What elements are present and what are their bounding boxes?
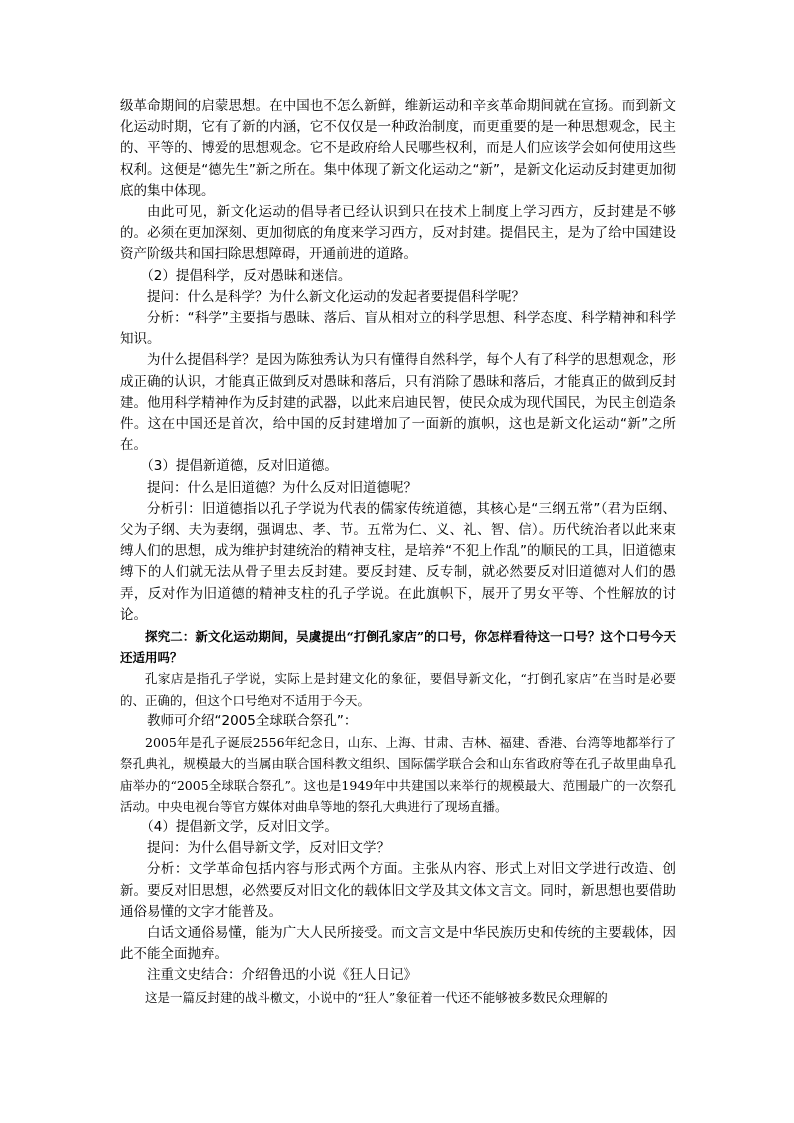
question-literature: 提问：为什么倡导新文学，反对旧文学？ bbox=[147, 840, 390, 857]
inquiry-two-answer: 孔家店是指孔子学说，实际上是封建文化的象征，要倡导新文化，“打倒孔家店”在当时是必要的、正确的，但这个口号绝对不适用于今天。 bbox=[120, 671, 676, 708]
document-page bbox=[120, 96, 676, 1008]
lu-xun-intro: 注重文史结合：介绍鲁迅的小说《狂人日记》 bbox=[147, 967, 417, 984]
teacher-note: 教师可介绍“2005全球联合祭孔”： bbox=[147, 712, 358, 729]
analysis-science: 分析：“科学”主要指与愚昧、落后、盲从相对立的科学思想、科学态度、科学精神和科学知识。 bbox=[120, 310, 676, 348]
democracy-analysis-continued: 级革命期间的启蒙思想。在中国也不怎么新鲜，维新运动和辛亥革命期间就在宣扬。而到新文化运动时期，它有了新的内涵，它不仅仅是一种政治制度，而更重要的是一种思想观念，民主的、平等的、博爱的思想观念。它不是政府给人民哪些权利，而是人们应该学会如何使用这些权利。这便是“德先生”新之所在。集中体现了新文化运动之“新”，是新文化运动反封建更加彻底的集中体现。 bbox=[120, 98, 676, 199]
why-science: 为什么提倡科学？是因为陈独秀认为只有懂得自然科学，每个人有了科学的思想观念，形成正确的认识，才能真正做到反对愚昧和落后，只有消除了愚昧和落后，才能真正的做到反封建。他用科学精神作为反封建的武器，以此来启迪民智，使民众成为现代国民，为民主创造条件。这在中国还是首次，给中国的反封建增加了一面新的旗帜，这也是新文化运动“新”之所在。 bbox=[120, 352, 676, 454]
confucius-ceremony: 2005年是孔子诞辰2556年纪念日，山东、上海、甘肃、吉林、福建、香港、台湾等地都举行了祭孔典礼，规模最大的当属由联合国科教文组织、国际儒学联合会和山东省政府等在孔子故里曲阜孔庙举办的“2005全球联合祭孔”。这也是1949年中共建国以来举行的规模最大、范围最广的一次祭孔活动。中央电视台等官方媒体对曲阜等地的祭孔大典进行了现场直播。 bbox=[120, 735, 676, 814]
analysis-literature: 分析：文学革命包括内容与形式两个方面。主张从内容、形式上对旧文学进行改造、创新。要反对旧思想，必然要反对旧文化的载体旧文学及其文体文言文。同时，新思想也要借助通俗易懂的文字才能普及。 bbox=[120, 861, 676, 920]
question-science: 提问：什么是科学？为什么新文化运动的发起者要提倡科学呢？ bbox=[147, 288, 525, 305]
heading-new-morality: （3）提倡新道德，反对旧道德。 bbox=[140, 458, 338, 475]
analysis-old-morality: 分析引：旧道德指以孔子学说为代表的儒家传统道德，其核心是“三纲五常”（君为臣纲、父为子纲、夫为妻纲，强调忠、孝、节。五常为仁、义、礼、智、信）。历代统治者以此来束缚人们的思想，成为维护封建统治的精神支柱，是培养“不犯上作乱”的顺民的工具，旧道德束缚下的人们就无法从骨子里去反封建。要反封建、反专制，就必然要反对旧道德对人们的愚弄，反对作为旧道德的精神支柱的孔子学说。在此旗帜下，展开了男女平等、个性解放的讨论。 bbox=[120, 500, 676, 623]
inquiry-two-question: 探究二：新文化运动期间，吴虞提出“打倒孔家店”的口号，你怎样看待这一口号？这个口号今天还适用吗？ bbox=[120, 629, 676, 666]
madman-diary-note: 这是一篇反封建的战斗檄文，小说中的“狂人”象征着一代还不能够被多数民众理解的 bbox=[145, 989, 608, 1005]
heading-science: （2）提倡科学，反对愚昧和迷信。 bbox=[140, 267, 352, 284]
vernacular-paragraph: 白话文通俗易懂，能为广大人民所接受。而文言文是中华民族历史和传统的主要载体，因此不能全面抛弃。 bbox=[120, 924, 676, 963]
question-old-morality: 提问：什么是旧道德？为什么反对旧道德呢？ bbox=[147, 479, 417, 496]
heading-new-literature: （4）提倡新文学，反对旧文学。 bbox=[140, 818, 338, 835]
summary-paragraph: 由此可见，新文化运动的倡导者已经认识到只在技术上制度上学习西方，反封建是不够的。必须在更加深刻、更加彻底的角度来学习西方，反对封建。提倡民主，是为了给中国建设资产阶级共和国扫除思想障碍，开通前进的道路。 bbox=[120, 204, 676, 263]
